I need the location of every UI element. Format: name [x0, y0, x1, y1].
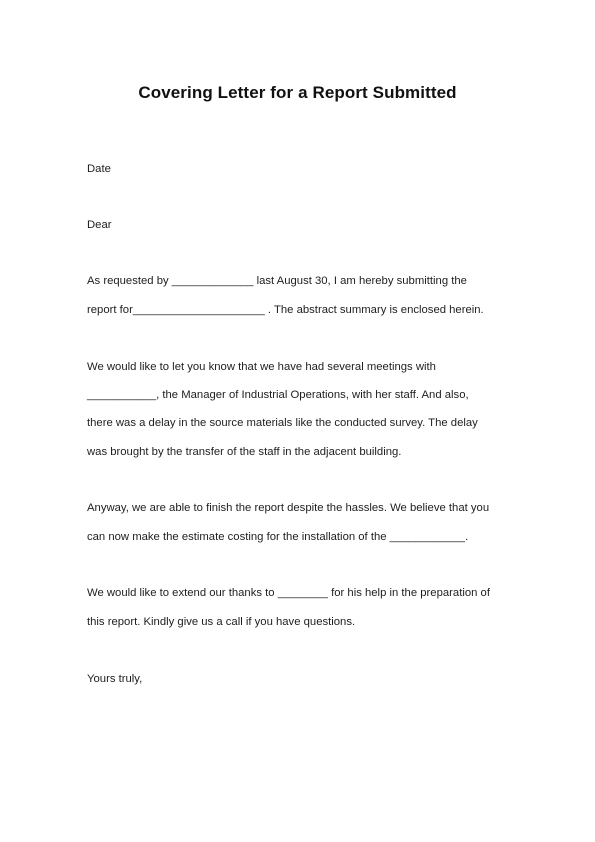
closing-line: Yours truly, [87, 673, 143, 685]
paragraph-3-line-1: Anyway, we are able to finish the report despite the hassles. We believe that you [87, 502, 490, 514]
paragraph-4-line-1: We would like to extend our thanks to ________ for his help in the preparation of [87, 587, 490, 599]
paragraph-1-line-1: As requested by _____________ last August 30, I am hereby submitting the [87, 275, 467, 287]
date-line: Date [87, 163, 111, 175]
salutation-line: Dear [87, 219, 112, 231]
paragraph-3-line-2: can now make the estimate costing for the installation of the ____________. [87, 531, 469, 543]
paragraph-2-line-2: ___________, the Manager of Industrial Operations, with her staff. And also, [87, 389, 469, 401]
paragraph-1-line-2: report for_____________________ . The abstract summary is enclosed herein. [87, 304, 484, 316]
paragraph-2-line-3: there was a delay in the source materials like the conducted survey. The delay [87, 417, 478, 429]
paragraph-2-line-1: We would like to let you know that we have had several meetings with [87, 361, 436, 373]
paragraph-4-line-2: this report. Kindly give us a call if you have questions. [87, 616, 356, 628]
page-title: Covering Letter for a Report Submitted [138, 83, 457, 102]
paragraph-2-line-4: was brought by the transfer of the staff in the adjacent building. [87, 446, 402, 458]
